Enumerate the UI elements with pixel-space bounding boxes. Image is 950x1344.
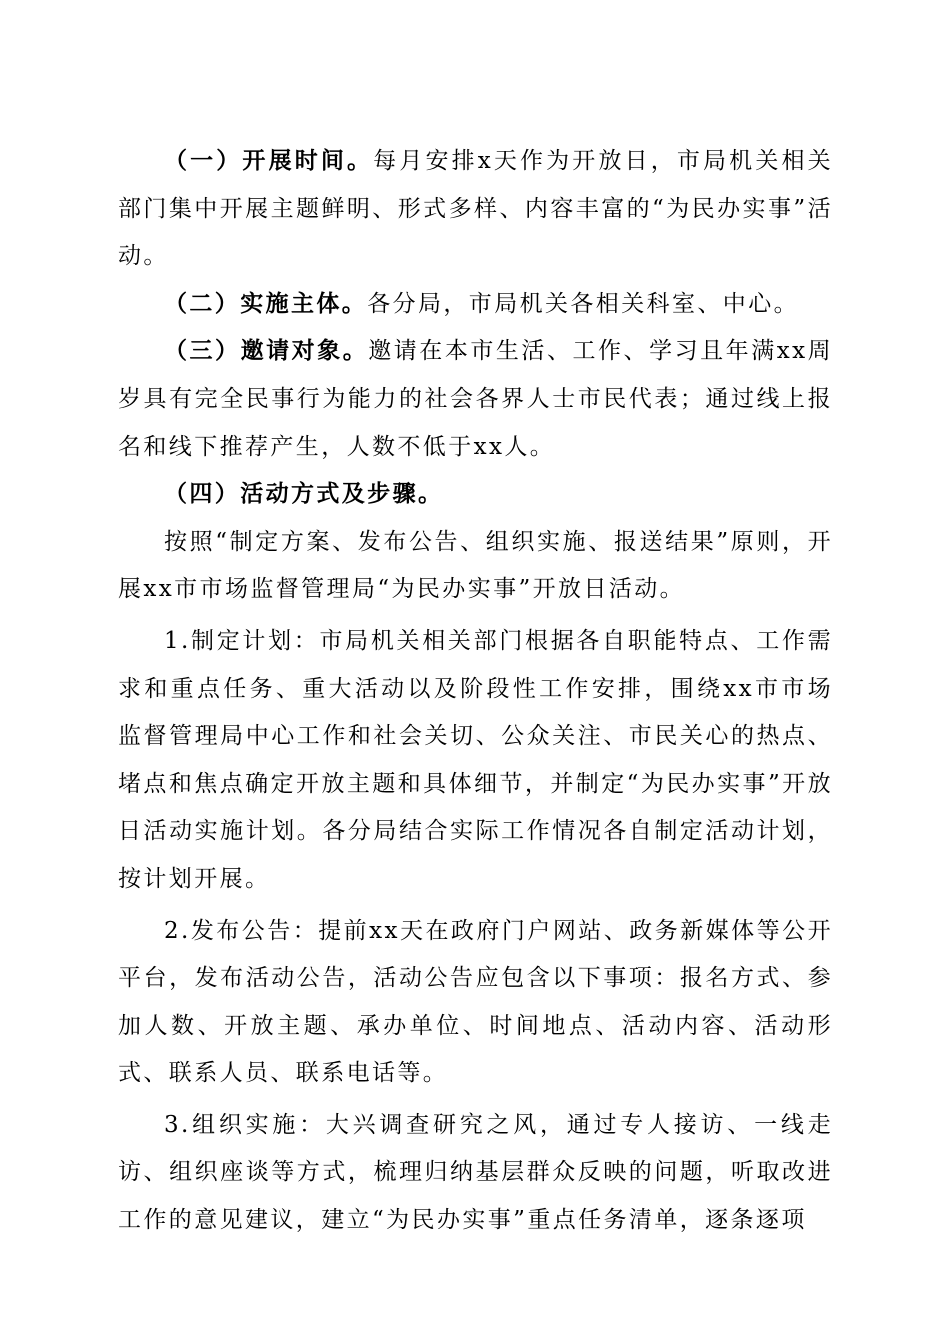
intro-paragraph: 按照“制定方案、发布公告、组织实施、报送结果”原则，开展xx市市场监督管理局“为民办实事”开放日活动。	[118, 528, 833, 603]
section-heading: （三）邀请对象。	[164, 338, 369, 365]
step-organize-implementation: 3.组织实施：大兴调查研究之风，通过专人接访、一线走访、组织座谈等方式，梳理归纳基层群众反映的问题，听取改进工作的意见建议，建立“为民办实事”重点任务清单，逐条逐项	[118, 1111, 833, 1234]
document-body	[118, 138, 833, 1245]
step-make-plan: 1.制定计划：市局机关相关部门根据各自职能特点、工作需求和重点任务、重大活动以及阶段性工作安排，围绕xx市市场监督管理局中心工作和社会关切、公众关注、市民关心的热点、堵点和焦点确定开放主题和具体细节，并制定“为民办实事”开放日活动实施计划。各分局结合实际工作情况各自制定活动计划，按计划开展。	[118, 627, 833, 892]
section-implementing-body	[118, 281, 833, 329]
section-text: 邀请在本市生活、工作、学习且年满xx周岁具有完全民事行为能力的社会各界人士市民代表；通过线上报名和线下推荐产生，人数不低于xx人。	[118, 338, 834, 460]
section-opening-time	[118, 138, 833, 281]
section-activity-methods-heading: （四）活动方式及步骤。	[164, 481, 444, 508]
section-invitees	[118, 328, 833, 471]
section-heading: （一）开展时间。	[164, 148, 374, 174]
section-text: 每月安排x天作为开放日，市局机关相关部门集中开展主题鲜明、形式多样、内容丰富的“为民办实事”活动。	[118, 148, 834, 270]
section-text: 各分局，市局机关各相关科室、中心。	[367, 290, 800, 317]
step-publish-notice: 2.发布公告：提前xx天在政府门户网站、政务新媒体等公开平台，发布活动公告，活动公告应包含以下事项：报名方式、参加人数、开放主题、承办单位、时间地点、活动内容、活动形式、联系人员、联系电话等。	[118, 917, 833, 1087]
section-heading: （二）实施主体。	[164, 290, 368, 317]
